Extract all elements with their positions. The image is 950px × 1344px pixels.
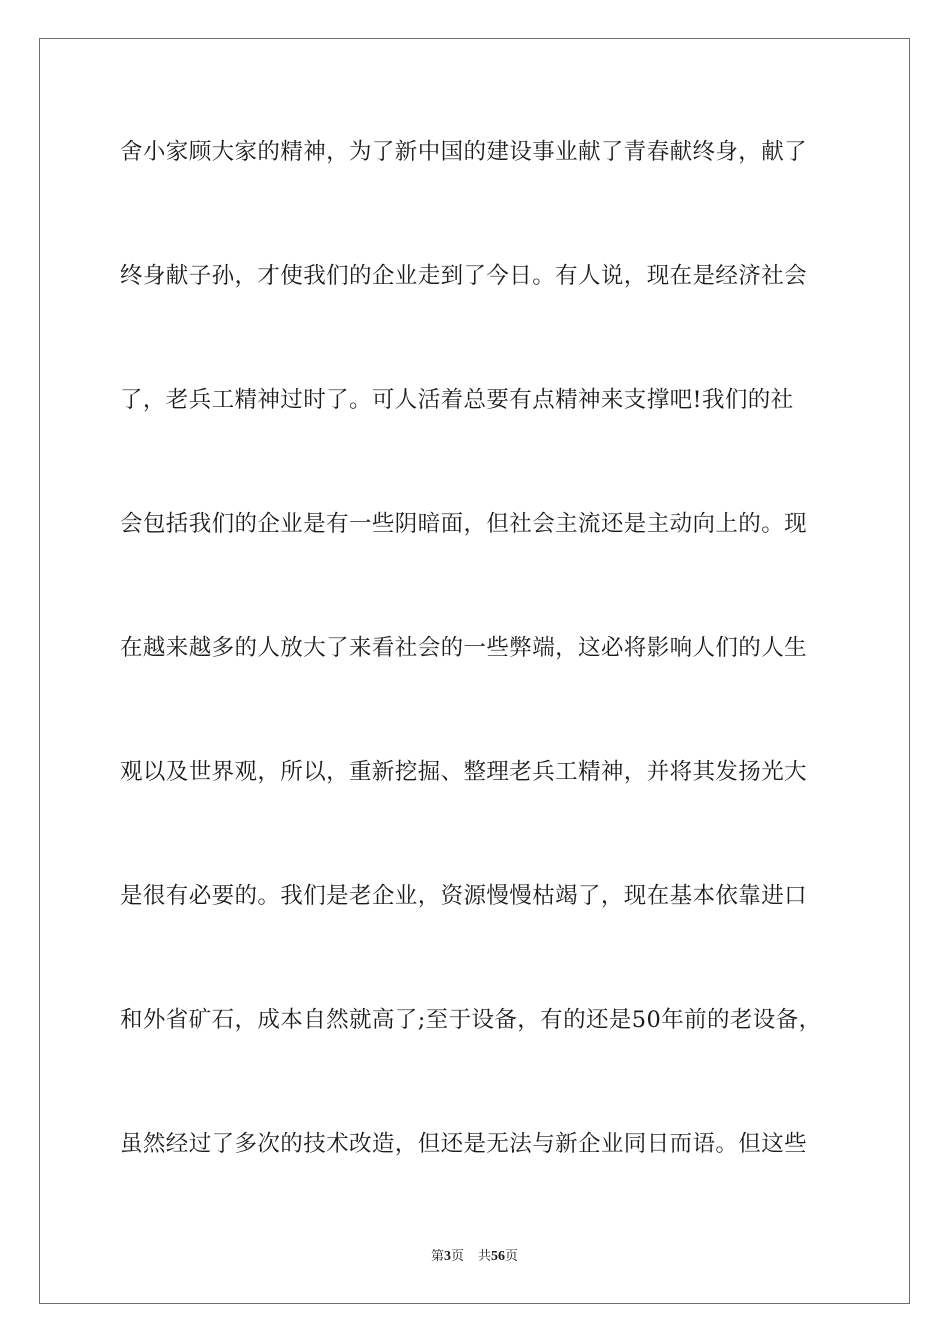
total-suffix: 页 bbox=[505, 1249, 519, 1264]
text-line: 了，老兵工精神过时了。可人活着总要有点精神来支撑吧!我们的社 bbox=[120, 387, 794, 413]
text-line: 观以及世界观，所以，重新挖掘、整理老兵工精神，并将其发扬光大 bbox=[120, 759, 808, 785]
text-line: 会包括我们的企业是有一些阴暗面，但社会主流还是主动向上的。现 bbox=[120, 511, 808, 537]
page-current: 3 bbox=[443, 1249, 451, 1264]
page-footer bbox=[40, 1245, 909, 1265]
total-prefix: 共 bbox=[478, 1249, 492, 1264]
text-line: 虽然经过了多次的技术改造，但还是无法与新企业同日而语。但这些 bbox=[120, 1131, 808, 1157]
body-text bbox=[120, 125, 831, 1241]
text-line: 终身献子孙，才使我们的企业走到了今日。有人说，现在是经济社会 bbox=[120, 263, 808, 289]
page-suffix: 页 bbox=[450, 1249, 464, 1264]
page-total: 56 bbox=[491, 1249, 506, 1264]
page-prefix: 第 bbox=[430, 1249, 444, 1264]
text-line: 舍小家顾大家的精神，为了新中国的建设事业献了青春献终身，献了 bbox=[120, 139, 808, 165]
text-line: 是很有必要的。我们是老企业，资源慢慢枯竭了，现在基本依靠进口 bbox=[120, 883, 808, 909]
text-line: 在越来越多的人放大了来看社会的一些弊端，这必将影响人们的人生 bbox=[120, 635, 808, 661]
page-frame bbox=[39, 38, 910, 1304]
text-line: 和外省矿石，成本自然就高了;至于设备，有的还是50年前的老设备， bbox=[120, 1007, 822, 1033]
